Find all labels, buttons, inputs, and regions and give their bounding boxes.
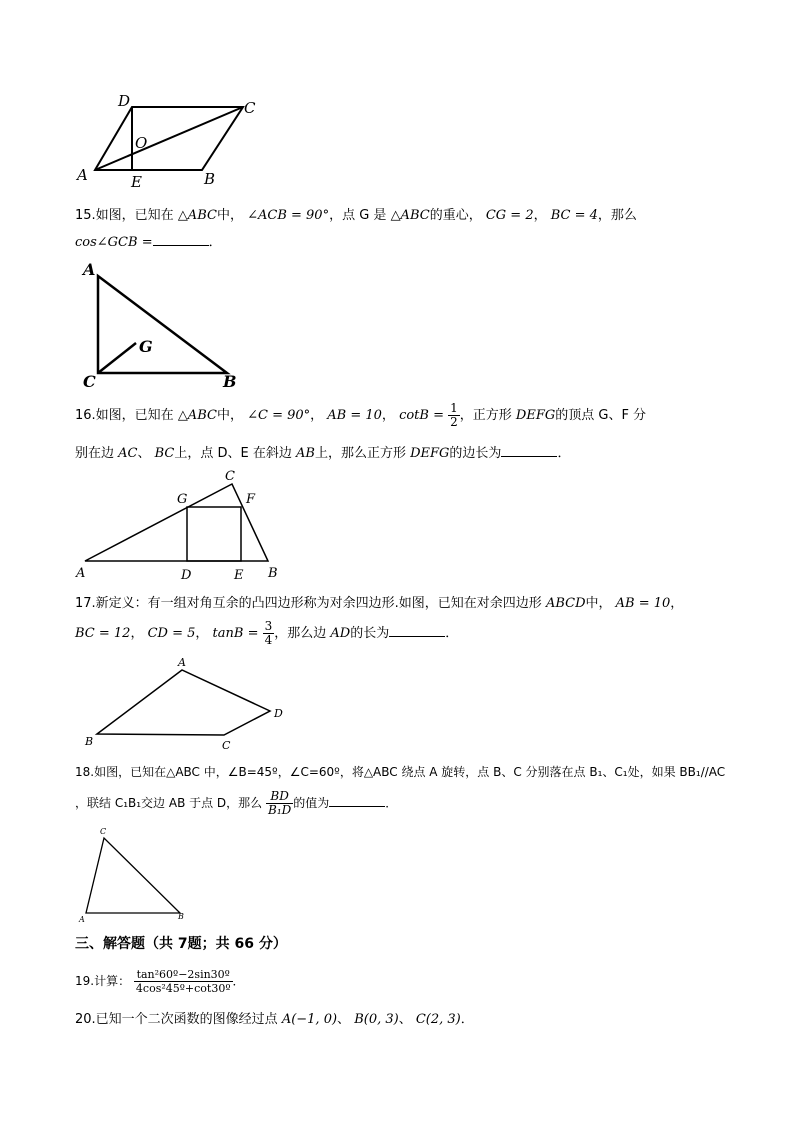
label-b-17: B	[85, 735, 94, 748]
triangle-abc-15	[98, 276, 227, 373]
label-f-16: F	[246, 492, 256, 507]
triangle-abc-18	[86, 838, 180, 913]
parallelogram-abcd	[95, 107, 243, 170]
label-d-17: D	[274, 707, 283, 720]
label-a-18: A	[79, 915, 85, 924]
fraction-bd-b1d: $\frac{BD}{\text{B₁D}}$	[268, 789, 292, 817]
label-d-16: D	[181, 568, 192, 583]
q17-line-2: BC = 12， CD = 5， tanB = $\frac{3}{4}$ ，那么边 AD的长为 ．	[75, 619, 459, 647]
label-a-16: A	[76, 566, 86, 581]
q15-line-1: 15.如图，已知在 △ABC中， ∠ACB = 90°，点 G 是 △ABC的重心， CG = 2， BC = 4，那么	[75, 208, 637, 223]
label-e-16: E	[234, 568, 244, 583]
label-b-16: B	[268, 566, 278, 581]
label-c-17: C	[222, 739, 231, 752]
label-a: A	[77, 166, 88, 184]
answer-blank	[389, 626, 445, 637]
section-heading: 三、解答题（共 7题；共 66 分）	[75, 936, 287, 952]
q16-line-2: 别在边 AC、 BC上，点 D、E 在斜边 AB上，那么正方形 DEFG的边长为 ．	[75, 446, 571, 461]
q18-line-1: 18.如图，已知在△ABC 中，∠B=45º，∠C=60º，将△ABC 绕点 A 旋转，点 B、C 分别落在点 B₁、C₁处，如果 BB₁//AC	[75, 765, 726, 779]
label-e: E	[131, 173, 142, 191]
label-a-17: A	[178, 656, 186, 669]
label-o: O	[135, 134, 148, 152]
fraction-expression: $\frac{\text{tan²60º−2sin30º}}{\text{4cos²45º+cot30º}}$	[135, 968, 231, 995]
q20-line: 20.已知一个二次函数的图像经过点 A(−1, 0)、 B(0, 3)、 C(2, 3)．	[75, 1012, 474, 1027]
label-c: C	[244, 99, 256, 117]
square-defg	[187, 507, 241, 561]
label-b: B	[204, 170, 216, 188]
label-g-16: G	[177, 492, 188, 507]
label-d: D	[118, 92, 131, 110]
triangle-abc-16	[85, 484, 268, 561]
fraction-tanb: $\frac{3}{4}$	[264, 619, 273, 647]
segment-cg	[98, 343, 136, 373]
label-b-18: B	[178, 912, 184, 921]
fraction-cotb: $\frac{1}{2}$	[450, 401, 458, 429]
answer-blank	[501, 446, 557, 457]
q15-line-2: cos∠GCB = ．	[75, 235, 222, 250]
label-c-15: C	[83, 372, 96, 391]
q19-line: 19.计算： $\frac{\text{tan²60º−2sin30º}}{\text{4cos²45º+cot30º}}$ ．	[75, 968, 245, 995]
label-g-15: G	[139, 337, 153, 356]
answer-blank	[153, 235, 209, 246]
label-c-16: C	[225, 469, 235, 484]
q18-line-2: ，联结 C₁B₁交边 AB 于点 D，那么 $\frac{BD}{\text{B₁D}}$ 的值为 ．	[75, 789, 398, 817]
label-b-15: B	[223, 372, 237, 391]
q17-line-1: 17.新定义：有一组对角互余的凸四边形称为对余四边形.如图，已知在对余四边形 ABCD中， AB = 10，	[75, 596, 684, 611]
q16-line-1: 16.如图，已知在 △ABC中， ∠C = 90°， AB = 10， cotB = $\frac{1}{2}$ ，正方形 DEFG的顶点 G、F 分	[75, 401, 647, 429]
answer-blank	[329, 796, 385, 807]
label-a-15: A	[83, 260, 96, 279]
label-c-18: C	[100, 827, 107, 836]
quadrilateral-abcd	[97, 670, 270, 735]
diagonal-ac	[95, 107, 243, 170]
